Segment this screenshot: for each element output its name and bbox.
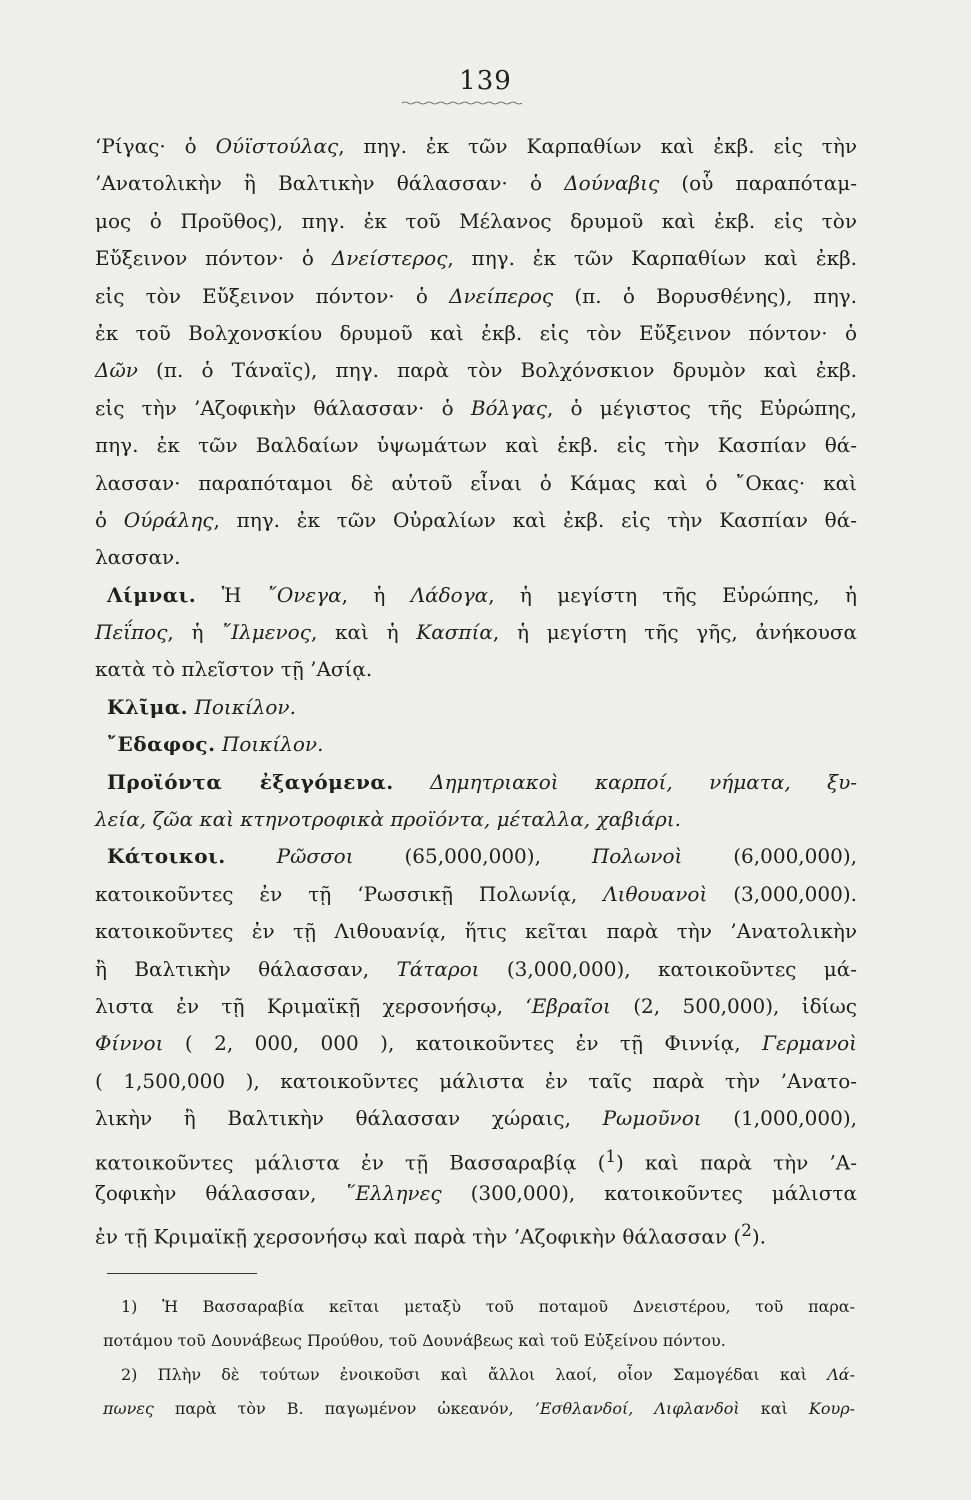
text-line: Φίννοι ( 2, 000, 000 ), κατοικοῦντες ἐν τῇ Φιννίᾳ, Γερμανοὶ [95,1031,857,1056]
text-line: πηγ. ἐκ τῶν Βαλδαίων ὑψωμάτων καὶ ἐκβ. εἰς τὴν Κασπίαν θά- [95,433,857,458]
section-heading: ῎Εδαφος. [107,732,216,757]
section-soil: ῎Εδαφος. Ποικίλον. [107,732,324,757]
text-line: ἐκ τοῦ Βολχονσκίου δρυμοῦ καὶ ἐκβ. εἰς τὸν Εὔξεινον πόντον· ὁ [95,320,857,345]
page-number: 139 [459,66,512,96]
text-line: κατοικοῦντες ἐν τῇ Λιθουανίᾳ, ἥτις κεῖται παρὰ τὴν ’Ανατολικὴν [95,919,857,944]
text-line: λικὴν ἢ Βαλτικὴν θάλασσαν χώραις, Ρωμοῦνοι (1,000,000), [95,1106,857,1131]
footnote-ref: 2 [741,1221,752,1241]
text-line: ἐν τῇ Κριμαϊκῇ χερσονήσῳ καὶ παρὰ τὴν ’Αζοφικὴν θάλασσαν ($^2$). [95,1221,766,1249]
text-line: λεία, ζῶα καὶ κτηνοτροφικὰ προϊόντα, μέταλλα, χαβιάρι. [95,807,681,832]
text-line: ‘Ρίγας· ὁ Ούϊστούλας, πηγ. ἐκ τῶν Καρπαθίων καὶ ἐκβ. εἰς τὴν [95,134,857,158]
header-wavy-rule [402,101,522,105]
text-line: ζοφικὴν θάλασσαν, ῞Ελληνες (300,000), κατοικοῦντες μάλιστα [95,1180,857,1205]
text-line: μος ὁ Προῦθος), πηγ. ἐκ τοῦ Μέλανος δρυμοῦ καὶ ἐκβ. εἰς τὸν [95,208,857,233]
text-line: Πεΐπος, ἡ ῎Ιλμενος, καὶ ἡ Κασπία, ἡ μεγίστη τῆς γῆς, ἀνήκουσα [95,620,858,645]
text-line: Δῶν (π. ὁ Τάναϊς), πηγ. παρὰ τὸν Βολχόνσκιον δρυμὸν καὶ ἐκβ. [95,358,857,383]
footnote-line: πωνες παρὰ τὸν Β. παγωμένον ὠκεανόν, ’Εσθλανδοί, Λιφλανδοὶ καὶ Κουρ- [103,1399,855,1418]
text-line: ( 1,500,000 ), κατοικοῦντες μάλιστα ἐν ταῖς παρὰ τὴν ’Ανατο- [95,1068,857,1093]
text-line: λασσαν. [95,545,181,570]
footnote-ref: 1 [605,1146,617,1166]
text-line: Εὔξεινον πόντον· ὁ Δνείστερος, πηγ. ἐκ τῶν Καρπαθίων καὶ ἐκβ. [95,246,857,271]
footnote-1: 1) Ἡ Βασσαραβία κεῖται μεταξὺ τοῦ ποταμοῦ Δνειστέρου, τοῦ παρα- [121,1297,855,1316]
text-line: κατοικοῦντες ἐν τῇ ‘Ρωσσικῇ Πολωνίᾳ, Λιθουανοὶ (3,000,000). [95,881,857,906]
footnote-divider [107,1273,257,1274]
text-line: κατοικοῦντες μάλιστα ἐν τῇ Βασσαραβίᾳ ($^1$) καὶ παρὰ τὴν ’Α- [95,1146,857,1175]
footnote-line: ποτάμου τοῦ Δουνάβεως Προύθου, τοῦ Δουνάβεως καὶ τοῦ Εὐξείνου πόντου. [103,1331,726,1350]
footnote-2: 2) Πλὴν δὲ τούτων ἐνοικοῦσι καὶ ἄλλοι λαοί, οἷον Σαμογέδαι καὶ Λά- [121,1365,855,1384]
section-heading: Κάτοικοι. [107,844,226,869]
text-line: ὁ Ούράλης, πηγ. ἐκ τῶν Οὐραλίων καὶ ἐκβ. εἰς τὴν Κασπίαν θά- [95,507,857,532]
footnotes [103,1290,855,1426]
section-heading: Κλῖμα. [107,694,189,719]
text-line: ἢ Βαλτικὴν θάλασσαν, Τάταροι (3,000,000), κατοικοῦντες μά- [95,956,857,981]
section-heading: Λίμναι. [107,582,197,607]
text-line: εἰς τὴν ’Αζοφικὴν θάλασσαν· ὁ Βόλγας, ὁ μέγιστος τῆς Εὐρώπης, [95,395,857,420]
text-line: λασσαν· παραπόταμοι δὲ αὐτοῦ εἶναι ὁ Κάμας καὶ ὁ ῎Οκας· καὶ [95,470,857,495]
text-line: κατὰ τὸ πλεῖστον τῇ ’Ασίᾳ. [95,657,373,682]
main-text [95,128,857,1250]
section-climate: Κλῖμα. Ποικίλον. [107,694,296,719]
section-heading: Προϊόντα ἐξαγόμενα. [107,769,394,794]
text-line: ’Ανατολικὴν ἢ Βαλτικὴν θάλασσαν· ὁ Δούναβις (οὗ παραπόταμ- [95,171,857,196]
section-lakes: Λίμναι. Ἡ ῎Ονεγα, ἡ Λάδογα, ἡ μεγίστη τῆς Εὐρώπης, ἡ [107,582,857,607]
text-line: λιστα ἐν τῇ Κριμαϊκῇ χερσονήσῳ, ‘Εβραῖοι (2, 500,000), ἰδίως [95,993,857,1018]
text-line: εἰς τὸν Εὔξεινον πόντον· ὁ Δνείπερος (π. ὁ Βορυσθένης), πηγ. [95,283,857,308]
section-inhabitants: Κάτοικοι. Ρῶσσοι (65,000,000), Πολωνοὶ (6,000,000), [107,844,858,869]
section-exports: Προϊόντα ἐξαγόμενα. Δημητριακοὶ καρποί, νήματα, ξυ- [107,769,857,794]
